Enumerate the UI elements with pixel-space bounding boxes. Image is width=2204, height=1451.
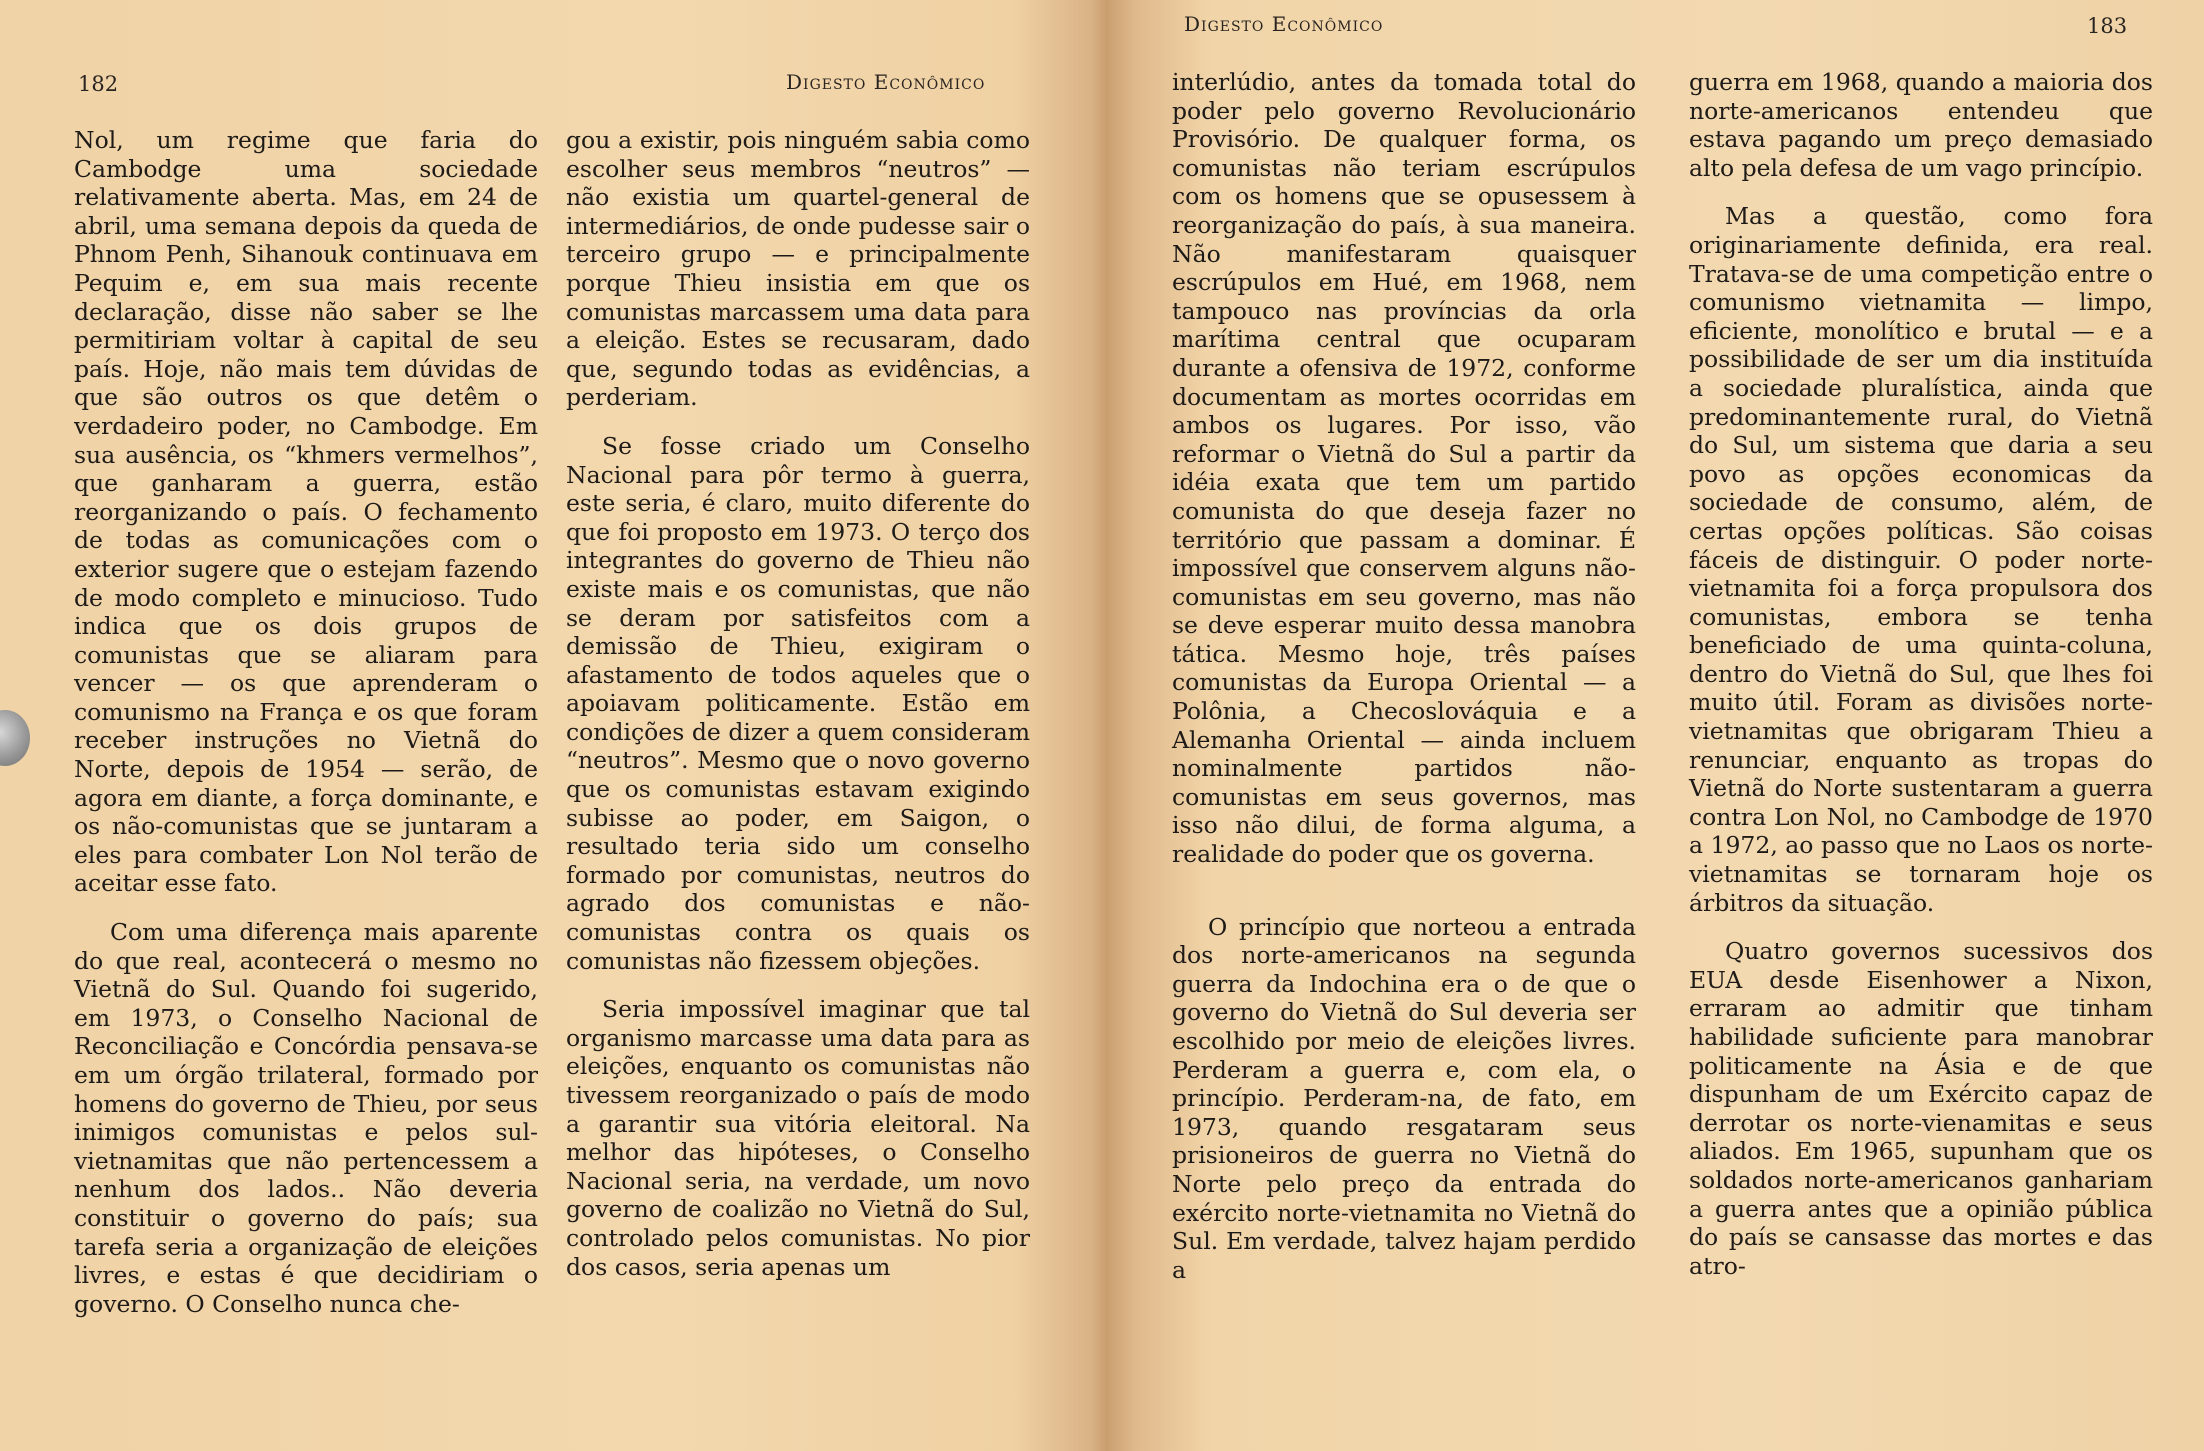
paragraph: Quatro governos sucessivos dos EUA desde Eisenhower a Nixon, erraram ao admitir que tinham habilidade suficiente para manobrar politicamente na Ásia e de que dispunham de um Exército capaz de derrotar os norte-vienamitas e seus aliados. Em 1965, supunham que os soldados norte-americanos ganhariam a guerra antes que a opinião pública do país se cansasse das mortes e das atro- [1689, 937, 2153, 1280]
right-page [1104, 0, 2204, 1451]
left-page [0, 0, 1100, 1451]
text-column-1 [1172, 68, 1636, 1284]
page-number: 183 [2087, 14, 2128, 38]
text-column-2 [566, 126, 1030, 1281]
paragraph: O princípio que norteou a entrada dos norte-americanos na segunda guerra da Indochina era o de que o governo do Vietnã do Sul deveria ser escolhido por meio de eleições livres. Perderam a guerra e, com ela, o princípio. Perderam-na, de fato, em 1973, quando resgataram seus prisioneiros de guerra no Vietnã do Norte pelo preço da entrada do exército norte-vietnamita no Vietnã do Sul. Em verdade, talvez hajam perdido a [1172, 912, 1636, 1284]
paragraph: interlúdio, antes da tomada total do poder pelo governo Revolucionário Provisório. De qualquer forma, os comunistas não teriam escrúpulos com os homens que se opusessem à reorganização do país, à sua maneira. Não manifestaram quaisquer escrúpulos em Hué, em 1968, nem tampouco nas províncias da orla marítima central que ocuparam durante a ofensiva de 1972, conforme documentam as mortes ocorridas em ambos os lugares. Por isso, vão reformar o Vietnã do Sul a partir da idéia exata que tem um partido comunista do que deseja fazer no território que passam a dominar. É impossível que conservem alguns não-comunistas em seu governo, mas não se deve esperar muito dessa manobra tática. Mesmo hoje, três países comunistas da Europa Oriental — a Polônia, a Checoslováquia e a Alemanha Oriental — ainda incluem nominalmente partidos não-comunistas em seus governos, mas isso não dilui, de forma alguma, a realidade do poder que os governa. [1172, 68, 1636, 869]
paragraph: guerra em 1968, quando a maioria dos norte-americanos entendeu que estava pagando um preço demasiado alto pela defesa de um vago princípio. [1689, 68, 2153, 182]
staple-clip [0, 710, 30, 766]
text-column-2 [1689, 68, 2153, 1280]
page-number: 182 [78, 72, 119, 96]
paragraph: Nol, um regime que faria do Cambodge uma sociedade relativamente aberta. Mas, em 24 de abril, uma semana depois da queda de Phnom Penh, Sihanouk continuava em Pequim e, em sua mais recente declaração, disse não saber se lhe permitiriam voltar à capital de seu país. Hoje, não mais tem dúvidas de que são outros os que detêm o verdadeiro poder, no Cambodge. Em sua ausência, os “khmers vermelhos”, que ganharam a guerra, estão reorganizando o país. O fechamento de todas as comunicações com o exterior sugere que o estejam fazendo de modo completo e minucioso. Tudo indica que os dois grupos de comunistas que se aliaram para vencer — os que aprenderam o comunismo na França e os que foram receber instruções no Vietnã do Norte, depois de 1954 — serão, de agora em diante, a força dominante, e os não-comunistas que se juntaram a eles para combater Lon Nol terão de aceitar esse fato. [74, 126, 538, 898]
running-head: Digesto Econômico [1184, 12, 1384, 36]
paragraph: gou a existir, pois ninguém sabia como escolher seus membros “neutros” — não existia um quartel-general de intermediários, de onde pudesse sair o terceiro grupo — e principalmente porque Thieu insistia em que os comunistas marcassem uma data para a eleição. Estes se recusaram, dado que, segundo todas as evidências, a perderiam. [566, 126, 1030, 412]
text-column-1 [74, 126, 538, 1318]
paragraph: Mas a questão, como fora originariamente definida, era real. Tratava-se de uma competição entre o comunismo vietnamita — limpo, eficiente, monolítico e brutal — e a possibilidade de ser um dia instituída a sociedade pluralística, ainda que predominantemente rural, do Vietnã do Sul, um sistema que daria a seu povo as opções economicas da sociedade de consumo, além, de certas opções políticas. São coisas fáceis de distinguir. O poder norte-vietnamita foi a força propulsora dos comunistas, embora se tenha beneficiado de uma quinta-coluna, dentro do Vietnã do Sul, que lhes foi muito útil. Foram as divisões norte-vietnamitas que obrigaram Thieu a renunciar, enquanto as tropas do Vietnã do Norte sustentaram a guerra contra Lon Nol, no Cambodge de 1970 a 1972, ao passo que no Laos os norte-vietnamitas se tornaram hoje os árbitros da situação. [1689, 202, 2153, 917]
paragraph: Com uma diferença mais aparente do que real, acontecerá o mesmo no Vietnã do Sul. Quando foi sugerido, em 1973, o Conselho Nacional de Reconciliação e Concórdia pensava-se em um órgão trilateral, formado por homens do governo de Thieu, por seus inimigos comunistas e pelos sul-vietnamitas que não pertencessem a nenhum dos lados.. Não deveria constituir o governo do país; sua tarefa seria a organização de eleições livres, e estas é que decidiriam o governo. O Conselho nunca che- [74, 918, 538, 1318]
paragraph: Se fosse criado um Conselho Nacional para pôr termo à guerra, este seria, é claro, muito diferente do que foi proposto em 1973. O terço dos integrantes do governo de Thieu não existe mais e os comunistas, que não se deram por satisfeitos com a demissão de Thieu, exigiram o afastamento de todos aqueles que o apoiavam politicamente. Estão em condições de dizer a quem consideram “neutros”. Mesmo que o novo governo que os comunistas estavam exigindo subisse ao poder, em Saigon, o resultado teria sido um conselho formado por comunistas, neutros do agrado dos comunistas e não-comunistas contra os quais os comunistas não fizessem objeções. [566, 431, 1030, 975]
paragraph: Seria impossível imaginar que tal organismo marcasse uma data para as eleições, enquanto os comunistas não tivessem reorganizado o país de modo a garantir sua vitória eleitoral. Na melhor das hipóteses, o Conselho Nacional seria, na verdade, um novo governo de coalizão no Vietnã do Sul, controlado pelos comunistas. No pior dos casos, seria apenas um [566, 995, 1030, 1281]
running-head: Digesto Econômico [786, 70, 986, 94]
